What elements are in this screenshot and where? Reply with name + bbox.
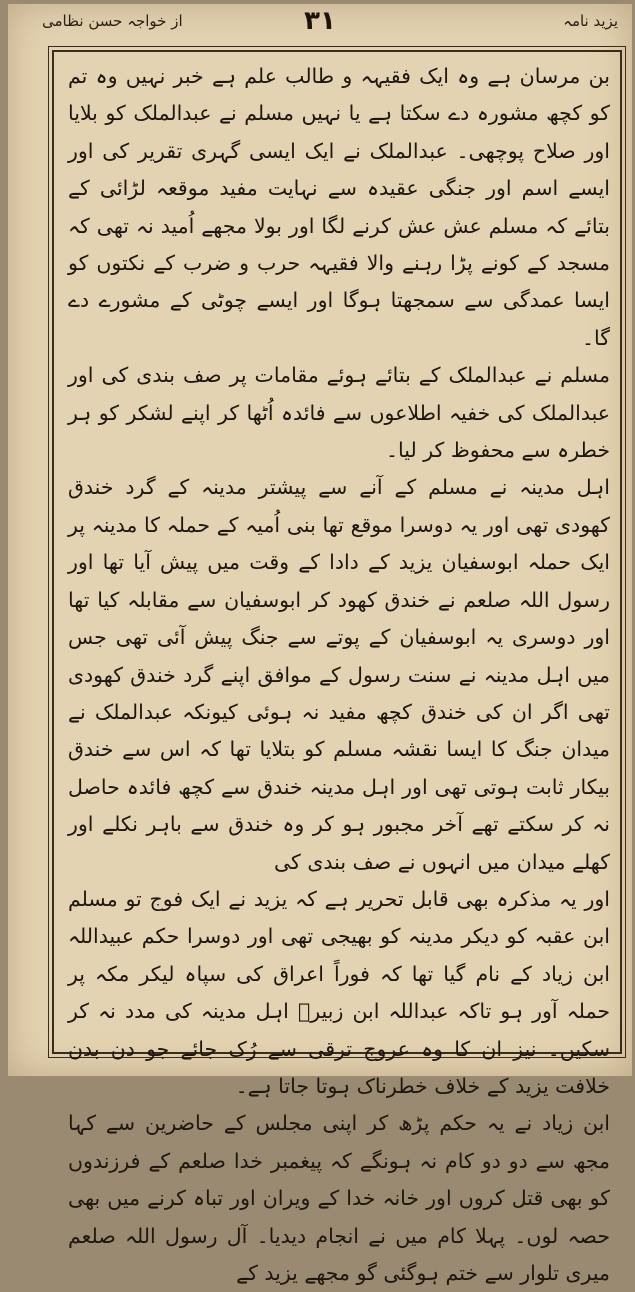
author-name: از خواجہ حسن نظامی — [42, 12, 183, 30]
text-frame — [52, 50, 622, 1285]
paragraph: مسلم نے عبدالملک کے بتائے ہوئے مقامات پر صف بندی کی اور عبدالملک کی خفیہ اطلاعوں سے فائدہ اُٹھا کر اپنے لشکر کو ہر خطرہ سے محفوظ کر لیا۔ — [68, 363, 610, 463]
body-text — [68, 58, 610, 1285]
paragraph: اہل مدینہ نے مسلم کے آنے سے پیشتر مدینہ کے گرد خندق کھودی تھی اور یہ دوسرا موقع تھا بنی اُمیہ کے حملہ کا مدینہ پر ایک حملہ ابوسفیان یزید کے دادا کے وقت میں پیش آیا تھا اور رسول اللہ صلعم نے خندق کھود کر ابوسفیان سے مقابلہ کیا تھا اور دوسری یہ ابوسفیان کے پوتے سے جنگ پیش آئی تھی جس میں اہل مدینہ نے سنت رسول کے موافق اپنے گرد خندق کھودی تھی اگر ان کی خندق کچھ مفید نہ ہوئی کیونکہ عبدالملک نے میدان جنگ کا ایسا نقشہ مسلم کو بتلایا تھا کہ اس سے خندق بیکار ثابت ہوتی تھی اور اہل مدینہ خندق سے کچھ فائدہ حاصل نہ کر سکتے تھے آخر مجبور ہو کر وہ خندق سے باہر نکلے اور کھلے میدان میں انہوں نے صف بندی کی — [68, 475, 610, 874]
book-page — [8, 4, 632, 1285]
paragraph: ابن زیاد نے یہ حکم پڑھ کر اپنی مجلس کے حاضرین سے کہا مجھ سے دو دو کام نہ ہونگے کہ پیغمبر خدا صلعم کے فرزندوں کو بھی قتل کروں اور خانہ خدا کے ویران اور تباہ کرنے میں بھی حصہ لوں۔ پہلا کام میں نے انجام دیدیا۔ آل رسول اللہ صلعم میری تلوار سے ختم ہوگئی گو مجھے یزید کے — [68, 1111, 610, 1285]
page-number: ۳۱ — [304, 6, 336, 36]
paragraph: بن مرسان ہے وہ ایک فقیہہ و طالب علم ہے خبر نہیں وہ تم کو کچھ مشورہ دے سکتا ہے یا نہیں مسلم نے عبدالملک کو بلایا اور صلاح پوچھی۔ عبدالملک نے ایک ایسی گہری تقریر کی اور ایسے اسم اور جنگی عقیدہ سے نہایت مفید موقعہ لڑائی کے بتائے کہ مسلم عش عش کرنے لگا اور بولا مجھے اُمید نہ تھی کہ مسجد کے کونے پڑا رہنے والا فقیہہ حرب و ضرب کے نکتوں کو ایسا عمدگی سے سمجھتا ہوگا اور ایسے چوٹی کے مشورے دے گا۔ — [68, 64, 610, 350]
book-title: یزید نامہ — [563, 12, 618, 30]
page-header — [8, 4, 632, 48]
paragraph: اور یہ مذکرہ بھی قابل تحریر ہے کہ یزید نے ایک فوج تو مسلم ابن عقبہ کو دیکر مدینہ کو بھیجی تھی اور دوسرا حکم عبیداللہ ابن زیاد کے نام گیا تھا کہ فوراً اعراق کی سپاہ لیکر مکہ پر حملہ آور ہو تاکہ عبداللہ ابن زبیرؓ اہل مدینہ کی مدد نہ کر سکیں۔ نیز ان کا وہ عروج ترقی سے رُک جائے جو دن بدن خلافت یزید کے خلاف خطرناک ہوتا جاتا ہے۔ — [68, 886, 610, 1098]
